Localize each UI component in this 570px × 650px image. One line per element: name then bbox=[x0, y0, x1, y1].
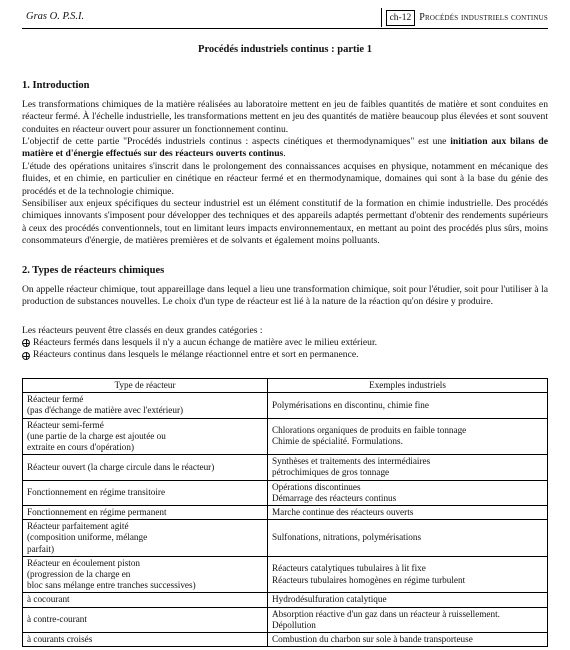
reactor-type-line: Fonctionnement en régime permanent bbox=[27, 507, 167, 518]
industrial-example-line: Opérations discontinues bbox=[272, 481, 361, 492]
reactor-type-line: Réacteur en écoulement piston bbox=[27, 557, 141, 568]
industrial-example-line: Marche continue des réacteurs ouverts bbox=[272, 507, 414, 518]
reactor-type-line: Réacteur fermé bbox=[27, 394, 84, 405]
industrial-example-line: Dépollution bbox=[272, 619, 316, 630]
types-paragraph-2: Les réacteurs peuvent être classés en deux grandes catégories : bbox=[22, 325, 263, 336]
table-row bbox=[23, 418, 548, 455]
intro-paragraph-2-start: L'objectif de cette partie "Procédés industriels continus : aspects cinétiques et thermodynamiques" est une bbox=[22, 136, 451, 147]
reactor-type-line: extraite en cours d'opération) bbox=[27, 442, 135, 453]
industrial-example-line: Réacteurs catalytiques tubulaires à lit fixe bbox=[272, 563, 426, 574]
header-chapter-block bbox=[381, 8, 548, 27]
industrial-example-line: Absorption réactive d'un gaz dans un réacteur à ruissellement. bbox=[272, 608, 500, 619]
industrial-example-cell bbox=[268, 556, 548, 593]
reactor-type-cell bbox=[23, 633, 268, 647]
table-row bbox=[23, 556, 548, 593]
intro-paragraph-3: L'étude des opérations unitaires s'inscrit dans le prolongement des connaissances acquises en physique, notamment en mécanique des fluides, et en chimie, en particulier en cinétique en réacteur fermé et en thermodynamique, domaines qui sont à la base du génie des procédés et de la technologie chimique. bbox=[22, 161, 548, 197]
types-paragraph-1: On appelle réacteur chimique, tout appareillage dans lequel a lieu une transformation chimique, soit pour l'étudier, soit pour l'utiliser à la production de substances nouvelles. Le choix d'un type de réacteur est lié à la nature de la réaction qu'on désire y produire. bbox=[22, 284, 548, 308]
section-heading-introduction: 1. Introduction bbox=[22, 80, 90, 91]
reactor-type-cell bbox=[23, 556, 268, 593]
industrial-example-line: Chlorations organiques de produits en faible tonnage bbox=[272, 425, 467, 436]
document-title: Procédés industriels continus : partie 1 bbox=[198, 44, 372, 55]
reactor-type-line: (une partie de la charge est ajoutée ou bbox=[27, 430, 166, 441]
list-item-text: Réacteurs fermés dans lesquels il n'y a aucun échange de matière avec le milieu extérieur. bbox=[33, 337, 378, 348]
list-item-text: Réacteurs continus dans lesquels le mélange réactionnel entre et sort en permanence. bbox=[33, 349, 359, 361]
reactor-types-table bbox=[22, 378, 548, 647]
industrial-example-line: pétrochimiques de gros tonnage bbox=[272, 467, 390, 478]
reactor-type-cell bbox=[23, 520, 268, 557]
table-header-row bbox=[23, 379, 548, 393]
page-header bbox=[22, 8, 548, 29]
industrial-example-cell bbox=[268, 520, 548, 557]
oplus-icon bbox=[22, 339, 30, 347]
reactor-category-list bbox=[22, 337, 548, 362]
industrial-example-line: Sulfonations, nitrations, polymérisations bbox=[272, 532, 422, 543]
table-row bbox=[23, 607, 548, 632]
reactor-type-line: (pas d'échange de matière avec l'extérieur) bbox=[27, 405, 184, 416]
industrial-example-line: Synthèses et traitements des intermédiaires bbox=[272, 456, 431, 467]
reactor-type-line: (progression de la charge en bbox=[27, 569, 131, 580]
section-heading-reactor-types: 2. Types de réacteurs chimiques bbox=[22, 265, 165, 276]
reactor-type-line: bloc sans mélange entre tranches successives) bbox=[27, 580, 196, 591]
reactor-type-line: Réacteur semi-fermé bbox=[27, 419, 104, 430]
table-row bbox=[23, 393, 548, 418]
column-header-examples: Exemples industriels bbox=[268, 379, 548, 393]
table-body bbox=[23, 393, 548, 647]
reactor-type-cell bbox=[23, 593, 268, 607]
reactor-type-cell bbox=[23, 607, 268, 632]
header-chapter-title: Procédés industriels continus bbox=[419, 12, 548, 23]
reactor-type-line: (composition uniforme, mélange bbox=[27, 532, 148, 543]
list-item bbox=[22, 349, 548, 361]
reactor-type-cell bbox=[23, 480, 268, 505]
industrial-example-line: Chimie de spécialité. Formulations. bbox=[272, 436, 403, 447]
list-item bbox=[22, 337, 548, 349]
intro-paragraph-4: Sensibiliser aux enjeux spécifiques du secteur industriel est un élément constitutif de la formation en chimie industrielle. Des procédés chimiques innovants s'imposent pour développer des techniques et des appareils adaptés permettant d'obtenir des rendements supérieurs à ceux des procédés conventionnels, tout en limitant leurs impacts environnementaux, en mettant au point des procédés plus sûrs, moins consommateurs d'énergie, de matières premières et de solvants et également moins polluants. bbox=[22, 198, 548, 247]
table-row bbox=[23, 455, 548, 480]
reactor-type-line: à courants croisés bbox=[27, 634, 93, 645]
industrial-example-cell bbox=[268, 480, 548, 505]
reactor-type-line: à cocourant bbox=[27, 594, 70, 605]
table-row bbox=[23, 480, 548, 505]
intro-paragraph-2 bbox=[22, 136, 548, 161]
reactor-type-line: Fonctionnement en régime transitoire bbox=[27, 487, 166, 498]
table-row bbox=[23, 520, 548, 557]
industrial-example-cell bbox=[268, 593, 548, 607]
reactor-type-cell bbox=[23, 418, 268, 455]
header-author: Gras O. P.S.I. bbox=[26, 11, 85, 22]
industrial-example-line: Hydrodésulfuration catalytique bbox=[272, 594, 387, 605]
reactor-type-line: Réacteur parfaitement agité bbox=[27, 521, 129, 532]
reactor-type-line: parfait) bbox=[27, 543, 55, 554]
reactor-type-cell bbox=[23, 455, 268, 480]
industrial-example-cell bbox=[268, 418, 548, 455]
industrial-example-line: Réacteurs tubulaires homogènes en régime turbulent bbox=[272, 574, 466, 585]
intro-paragraph-2-emphasis: initiation aux bilans de matière et d'énergie effectués sur des réacteurs ouverts continus bbox=[22, 136, 548, 160]
chapter-badge: ch-12 bbox=[386, 10, 416, 26]
industrial-example-cell bbox=[268, 506, 548, 520]
industrial-example-cell bbox=[268, 607, 548, 632]
table-row bbox=[23, 633, 548, 647]
reactor-type-line: Réacteur ouvert (la charge circule dans le réacteur) bbox=[27, 461, 215, 472]
reactor-type-cell bbox=[23, 393, 268, 418]
industrial-example-cell bbox=[268, 633, 548, 647]
industrial-example-line: Combustion du charbon sur sole à bande transporteuse bbox=[272, 634, 473, 645]
industrial-example-line: Démarrage des réacteurs continus bbox=[272, 492, 397, 503]
intro-paragraph-1: Les transformations chimiques de la matière réalisées au laboratoire mettent en jeu de faibles quantités de matière et sont conduites en réacteur fermé. À l'échelle industrielle, les transformations mettent en jeu des quantités de matière beaucoup plus élevées et sont souvent conduites en réacteur ouvert pour assurer un fonctionnement continu. bbox=[22, 99, 548, 135]
table-row bbox=[23, 506, 548, 520]
industrial-example-cell bbox=[268, 393, 548, 418]
oplus-icon bbox=[22, 352, 30, 360]
industrial-example-line: Polymérisations en discontinu, chimie fine bbox=[272, 399, 429, 410]
intro-paragraph-2-end: . bbox=[283, 148, 286, 160]
column-header-type: Type de réacteur bbox=[23, 379, 268, 393]
reactor-type-line: à contre-courant bbox=[27, 614, 87, 625]
reactor-type-cell bbox=[23, 506, 268, 520]
table-row bbox=[23, 593, 548, 607]
industrial-example-cell bbox=[268, 455, 548, 480]
